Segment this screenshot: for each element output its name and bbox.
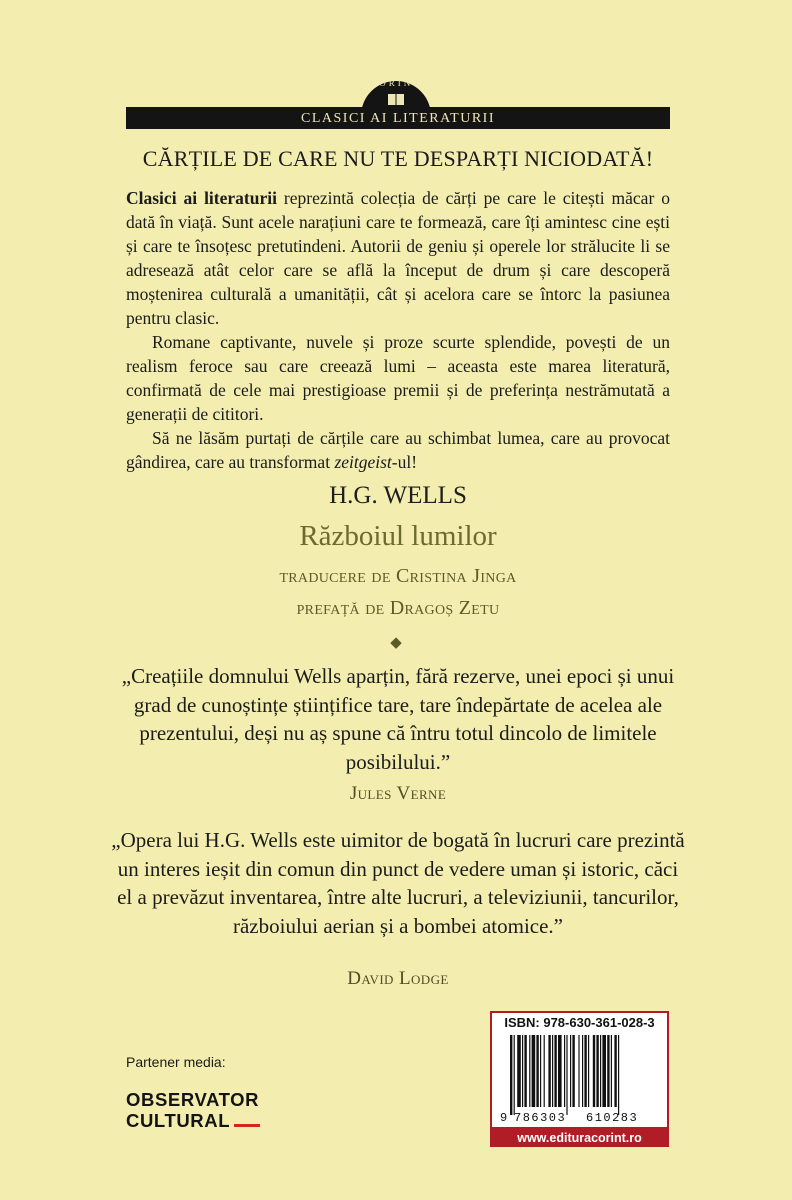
barcode-bar (532, 1035, 536, 1107)
red-dash-mark (234, 1124, 260, 1127)
barcode-bar (552, 1035, 553, 1107)
barcode-bar (588, 1035, 589, 1107)
barcode-bar (540, 1035, 541, 1107)
barcode-bar (614, 1035, 616, 1107)
series-description (126, 186, 670, 474)
barcode-bar (570, 1035, 571, 1107)
barcode-bar (524, 1035, 526, 1107)
zeitgeist-word: zeitgeist (334, 452, 392, 472)
preface-credit: prefață de Dragoș Zetu (296, 597, 500, 619)
book-title: Războiul lumilor (299, 520, 497, 552)
barcode-right-digits: 610283 (586, 1111, 639, 1125)
observator-cultural-logo (126, 1089, 260, 1131)
book-author: H.G. WELLS (329, 482, 467, 509)
barcode-bar (566, 1035, 567, 1115)
barcode-bar (544, 1035, 545, 1107)
diamond-separator: ◆ (390, 635, 402, 651)
barcode-first-digit: 9 (500, 1111, 508, 1125)
barcode-bar (558, 1035, 562, 1107)
barcode-bar (593, 1035, 595, 1107)
quote-jules-verne: „Creațiile domnului Wells aparțin, fără rezerve, unei epoci și unui grad de cunoștințe științifice tare, tare îndepărtate de acelea ale prezentului, deși nu aș spune că întru totul dincolo de limitele posibilului.” (121, 664, 675, 774)
partner-logo-line-1: OBSERVATOR (126, 1089, 260, 1110)
isbn-label: ISBN: 978-630-361-028-3 (504, 1015, 655, 1030)
barcode-bar (596, 1035, 598, 1107)
barcode-bar (578, 1035, 579, 1107)
quote-author-jules-verne: Jules Verne (349, 783, 447, 804)
barcode-bar (618, 1035, 619, 1115)
barcode-bar (517, 1035, 521, 1107)
barcode-bar (611, 1035, 612, 1107)
barcode-bars (510, 1035, 619, 1115)
barcode-bar (582, 1035, 583, 1107)
barcode-bar (529, 1035, 530, 1107)
quote-david-lodge: „Opera lui H.G. Wells este uimitor de bogată în lucruri care prezintă un interes ieșit din comun din punct de vedere uman și istoric, căci el a prevăzut inventarea, între alte lucruri, a televiziunii, tancurilor, războiului aerian și a bombei atomice.” (111, 828, 685, 938)
intro-paragraph-2: Romane captivante, nuvele și proze scurte splendide, povești de un realism feroce sau care creează lumi – aceasta este marea literatură, confirmată de cele mai prestigioase premii și de preferința nestrămutată a generații de cititori. (126, 332, 670, 424)
intro-paragraph-3 (126, 426, 670, 474)
barcode-bar (522, 1035, 523, 1107)
barcode-bar (602, 1035, 606, 1107)
barcode-bar (536, 1035, 538, 1107)
barcode-graphic (498, 1035, 661, 1127)
barcode-bar (600, 1035, 601, 1107)
intro-p1-text: reprezintă colecția de cărți pe care le citești măcar o dată în viață. Sunt acele narațiuni care te formează, care îți amintesc cine ești și care te însoțesc pretutindeni. Autorii de geniu și operele lor strălucite li se adresează atât celor care se află la început de drum și care descoperă moștenirea culturală a umanității, cât și acelora care se întorc la pasiunea pentru clasic. (126, 188, 670, 328)
barcode-bar (607, 1035, 609, 1107)
logo-text: CORINT (370, 78, 422, 88)
translator-credit: traducere de Cristina Jinga (279, 565, 517, 587)
barcode-bar (514, 1035, 515, 1115)
barcode-bar (548, 1035, 550, 1107)
partner-logo-line-2: CULTURAL (126, 1110, 231, 1131)
series-name-bold: Clasici ai literaturii (126, 188, 277, 208)
barcode-bar (564, 1035, 565, 1107)
tagline: CĂRȚILE DE CARE NU TE DESPARȚI NICIODATĂ! (142, 146, 654, 171)
barcode-bar (510, 1035, 512, 1115)
publisher-website: www.edituracorint.ro (490, 1129, 669, 1147)
barcode-left-digits: 786303 (514, 1111, 567, 1125)
intro-paragraph-1 (126, 186, 670, 330)
barcode-bar (572, 1035, 574, 1107)
intro-p3-text: Să ne lăsăm purtați de cărțile care au schimbat lumea, care au provocat gândirea, care au transformat (126, 428, 670, 472)
barcode-bar (584, 1035, 586, 1107)
isbn-barcode-box (490, 1011, 669, 1129)
media-partner-label: Partener media: (126, 1054, 226, 1070)
quote-author-david-lodge: David Lodge (347, 968, 449, 989)
series-band: CLASICI AI LITERATURII (126, 107, 670, 129)
barcode-bar (554, 1035, 556, 1107)
intro-p3-suffix: -ul! (391, 452, 418, 472)
